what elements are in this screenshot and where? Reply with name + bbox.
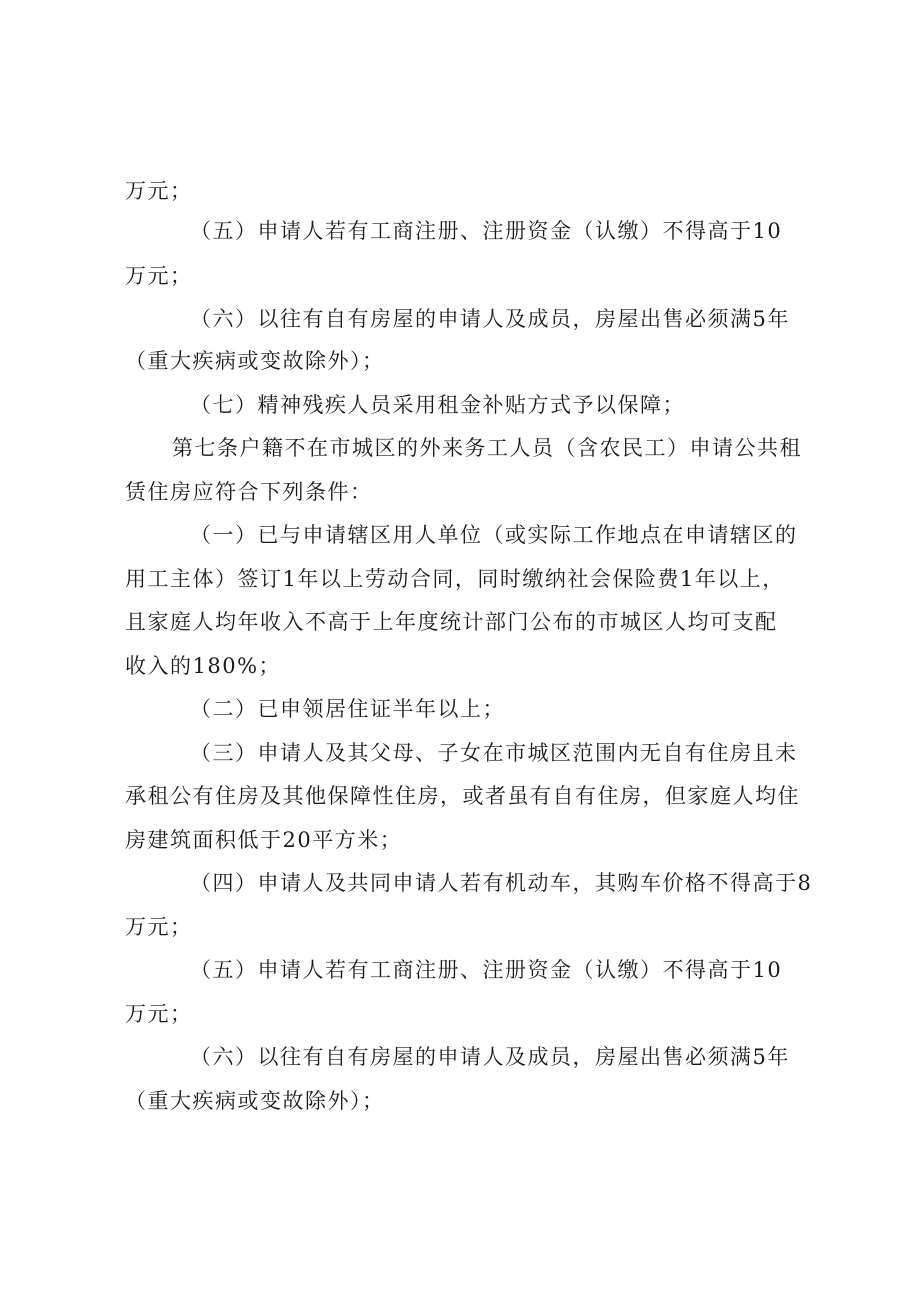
text-line: 万元；	[125, 179, 193, 203]
text-line: （重大疾病或变故除外）；	[125, 349, 385, 373]
text-line: 万元；	[125, 1002, 193, 1026]
text-line: （四）申请人及共同申请人若有机动车，其购车价格不得高于8	[190, 871, 813, 895]
text-line: 万元；	[125, 915, 193, 939]
text-line: （五）申请人若有工商注册、注册资金（认缴）不得高于10	[190, 219, 783, 243]
text-line: 且家庭人均年收入不高于上年度统计部门公布的市城区人均可支配	[125, 610, 778, 634]
text-line: （六）以往有自有房屋的申请人及成员，房屋出售必须满5年	[190, 307, 790, 331]
text-line: 万元；	[125, 264, 193, 288]
text-line: 赁住房应符合下列条件：	[125, 480, 373, 504]
text-line: （三）申请人及其父母、子女在市城区范围内无自有住房且未	[190, 741, 798, 765]
text-line: （二）已申领居住证半年以上；	[190, 697, 505, 721]
text-line: 房建筑面积低于20平方米；	[125, 828, 403, 852]
text-line: （五）申请人若有工商注册、注册资金（认缴）不得高于10	[190, 958, 783, 982]
text-line: 用工主体）签订1年以上劳动合同，同时缴纳社会保险费1年以上，	[125, 567, 785, 591]
article-heading-line: 第七条户籍不在市城区的外来务工人员（含农民工）申请公共租	[172, 436, 802, 460]
text-line: （七）精神残疾人员采用租金补贴方式予以保障；	[190, 393, 685, 417]
text-line: （一）已与申请辖区用人单位（或实际工作地点在申请辖区的	[190, 523, 798, 547]
text-line: （六）以往有自有房屋的申请人及成员，房屋出售必须满5年	[190, 1045, 790, 1069]
text-line: （重大疾病或变故除外）；	[125, 1089, 385, 1113]
text-line: 收入的180%；	[125, 654, 282, 678]
text-line: 承租公有住房及其他保障性住房，或者虽有自有住房，但家庭人均住	[125, 784, 800, 808]
